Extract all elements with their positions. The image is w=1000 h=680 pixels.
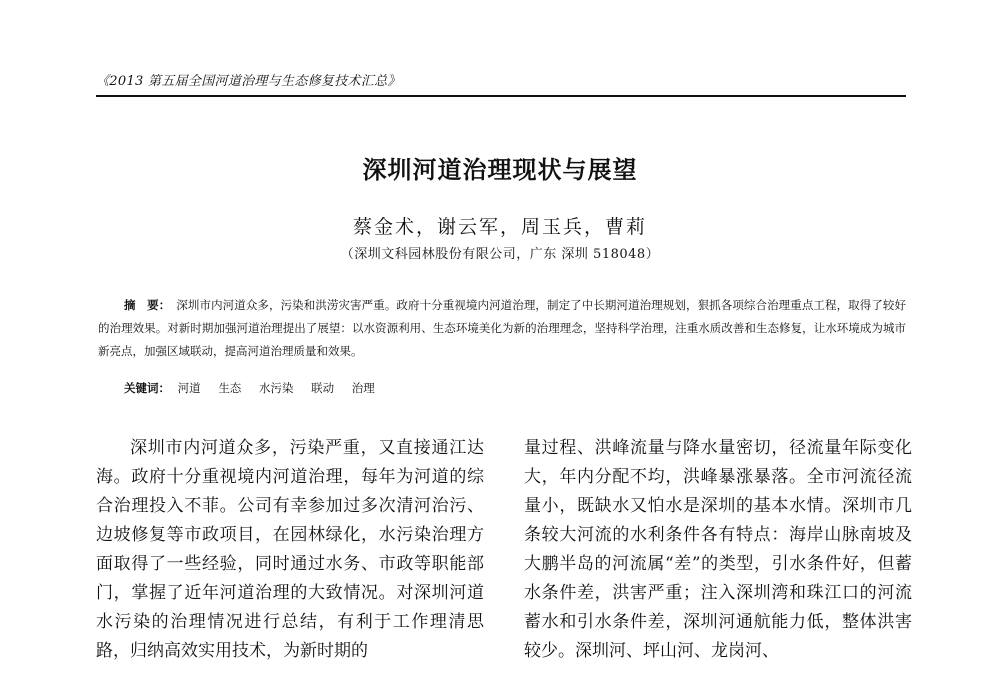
affiliation: （深圳文科园林股份有限公司，广东 深圳 518048） <box>340 247 660 262</box>
abstract-text: 深圳市内河道众多，污染和洪涝灾害严重。政府十分重视境内河道治理，制定了中长期河道治理规划，狠抓各项综合治理重点工程，取得了较好的治理效果。对新时期加强河道治理提出了展望：以水资源利用、生态环境美化为新的治理理念，坚持科学治理，注重水质改善和生态修复，让水环境成为城市新亮点，加强区域联动，提高河道治理质量和效果。 <box>98 298 907 358</box>
body-paragraph-left: 深圳市内河道众多，污染严重，又直接通江达海。政府十分重视境内河道治理，每年为河道的综合治理投入不菲。公司有幸参加过多次清河治污、边坡修复等市政项目，在园林绿化，水污染治理方面取得了一些经验，同时通过水务、市政等职能部门，掌握了近年河道治理的大致情况。对深圳河道水污染的治理情况进行总结，有利于工作理清思路，归纳高效实用技术，为新时期的 <box>96 438 484 661</box>
keyword: 治理 <box>351 381 375 395</box>
header-rule <box>96 95 906 97</box>
keyword: 生态 <box>218 381 242 395</box>
keyword: 水污染 <box>258 381 294 395</box>
abstract <box>98 294 906 363</box>
body-paragraph-right: 量过程、洪峰流量与降水量密切，径流量年际变化大，年内分配不均，洪峰暴涨暴落。全市河流径流量小，既缺水又怕水是深圳的基本水情。深圳市几条较大河流的水利条件各有特点：海岸山脉南坡及大鹏半岛的河流属“差”的类型，引水条件好，但蓄水条件差，洪害严重；注入深圳湾和珠江口的河流蓄水和引水条件差，深圳河通航能力低，整体洪害较少。深圳河、坪山河、龙岗河、 <box>524 438 912 661</box>
abstract-label: 摘 要： <box>124 298 171 312</box>
keyword: 河道 <box>177 381 201 395</box>
body-column-left <box>96 434 484 666</box>
body-column-right <box>524 434 912 666</box>
keywords-label: 关键词： <box>124 381 170 395</box>
paper-title: 深圳河道治理现状与展望 <box>362 156 638 184</box>
running-header: 《2013 第五届全国河道治理与生态修复技术汇总》 <box>96 74 401 89</box>
keyword: 联动 <box>311 381 335 395</box>
authors: 蔡金术，谢云军，周玉兵，曹莉 <box>352 216 647 238</box>
keywords <box>124 380 904 396</box>
